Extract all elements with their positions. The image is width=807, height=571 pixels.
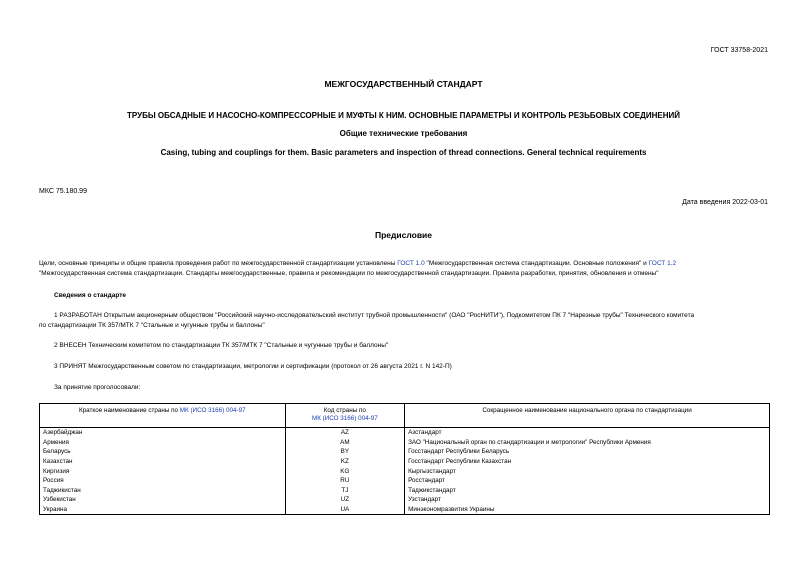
mk-iso-3166-link[interactable]: МК (ИСО 3166) 004-97 (179, 407, 246, 414)
body-cell: Таджикстандарт (405, 486, 770, 496)
table-row (40, 466, 770, 476)
gost-1-2-link[interactable]: ГОСТ 1.2 (648, 260, 677, 267)
developed-by-paragraph-line-2: по стандартизации ТК 357/МТК 7 "Стальные и чугунные трубы и баллоны" (39, 322, 265, 329)
table-row (40, 428, 770, 438)
country-cell: Россия (40, 476, 286, 486)
code-cell: KG (285, 466, 404, 476)
introduction-date: Дата введения 2022-03-01 (682, 199, 768, 206)
voted-for-label: За принятие проголосовали: (54, 384, 141, 391)
foreword-heading: Предисловие (374, 230, 433, 240)
standard-type-heading: МЕЖГОСУДАРСТВЕННЫЙ СТАНДАРТ (324, 79, 483, 89)
submitted-by-paragraph: 2 ВНЕСЕН Техническим комитетом по стандартизации ТК 357/МТК 7 "Стальные и чугунные трубы и баллоны" (54, 342, 389, 349)
body-cell: Росстандарт (405, 476, 770, 486)
adopted-by-paragraph: 3 ПРИНЯТ Межгосударственным советом по стандартизации, метрологии и сертификации (протокол от 26 августа 2021 г. N 142-П) (54, 363, 452, 370)
body-cell: Минэкономразвития Украины (405, 505, 770, 515)
code-cell: UZ (285, 495, 404, 505)
standard-info-heading: Сведения о стандарте (54, 292, 127, 299)
country-code-header (285, 404, 404, 428)
standards-body-header: Сокращенное наименование национального органа по стандартизации (405, 404, 770, 428)
country-cell: Беларусь (40, 447, 286, 457)
mk-iso-3166-code-link[interactable]: МК (ИСО 3166) 004-97 (311, 415, 378, 422)
p1-text-b: "Межгосударственная система стандартизации. Основные положения" и (424, 260, 649, 267)
table-row (40, 447, 770, 457)
body-cell: Госстандарт Республики Беларусь (405, 447, 770, 457)
table-row (40, 486, 770, 496)
body-cell: Азстандарт (405, 428, 770, 438)
foreword-paragraph-1 (39, 259, 772, 269)
document-title-ru: ТРУБЫ ОБСАДНЫЕ И НАСОСНО-КОМПРЕССОРНЫЕ И МУФТЫ К НИМ. ОСНОВНЫЕ ПАРАМЕТРЫ И КОНТРОЛЬ РЕЗЬБОВЫХ СОЕДИНЕНИЙ (127, 111, 680, 120)
document-title-en: Casing, tubing and couplings for them. Basic parameters and inspection of thread connections. General technical requirements (160, 148, 647, 157)
code-cell: UA (285, 505, 404, 515)
developed-by-paragraph: 1 РАЗРАБОТАН Открытым акционерным обществом "Российский научно-исследовательский институт трубной промышленности" (ОАО "РосНИТИ"), Подкомитетом ПК 7 "Нарезные трубы" Технического комитета (54, 312, 695, 319)
foreword-paragraph-1-line-2: "Межгосударственная система стандартизации. Стандарты межгосударственные, правила и рекомендации по межгосударственной стандартизации. Правила разработки, принятия, обновления и отмены" (39, 270, 659, 277)
country-cell: Таджикистан (40, 486, 286, 496)
code-cell: AZ (285, 428, 404, 438)
code-cell: RU (285, 476, 404, 486)
table-row (40, 495, 770, 505)
country-name-header-text: Краткое наименование страны по (79, 407, 180, 414)
country-cell: Армения (40, 438, 286, 448)
voting-countries-table (39, 403, 770, 515)
body-cell: Узстандарт (405, 495, 770, 505)
country-cell: Узбекистан (40, 495, 286, 505)
body-cell: Госстандарт Республики Казахстан (405, 457, 770, 467)
country-cell: Украина (40, 505, 286, 515)
mks-code: МКС 75.180.99 (39, 188, 87, 195)
table-row (40, 438, 770, 448)
body-cell: ЗАО "Национальный орган по стандартизации и метрологии" Республики Армения (405, 438, 770, 448)
table-row (40, 457, 770, 467)
document-code: ГОСТ 33758-2021 (710, 47, 768, 54)
code-cell: AM (285, 438, 404, 448)
country-cell: Киргизия (40, 466, 286, 476)
country-cell: Казахстан (40, 457, 286, 467)
table-row (40, 476, 770, 486)
table-header-row (40, 404, 770, 428)
body-cell: Кыргызстандарт (405, 466, 770, 476)
country-name-header (40, 404, 286, 428)
gost-1-0-link[interactable]: ГОСТ 1.0 (397, 260, 425, 267)
code-cell: KZ (285, 457, 404, 467)
country-cell: Азербайджан (40, 428, 286, 438)
code-cell: TJ (285, 486, 404, 496)
code-cell: BY (285, 447, 404, 457)
country-code-header-text: Код страны по (323, 407, 366, 414)
document-subtitle: Общие технические требования (339, 129, 468, 138)
table-row (40, 505, 770, 515)
p1-text-a: Цели, основные принципы и общие правила проведения работ по межгосударственной стандартизации установлены (39, 260, 398, 267)
